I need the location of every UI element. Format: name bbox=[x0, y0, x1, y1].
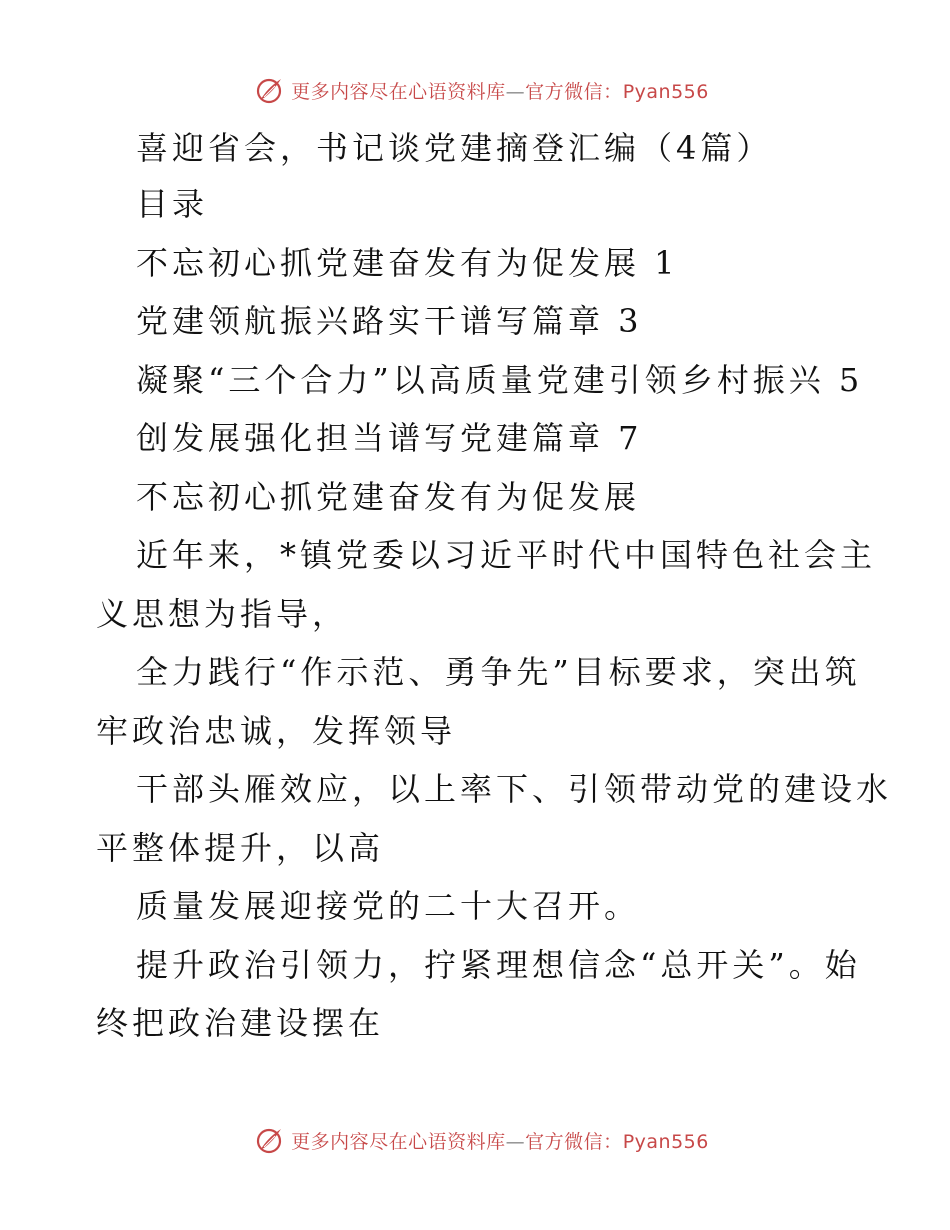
paragraph-line: 全力践行“作示范、勇争先”目标要求，突出筑 bbox=[136, 653, 861, 691]
toc-heading: 目录 bbox=[136, 185, 209, 223]
watermark-group bbox=[255, 1125, 709, 1155]
footer-watermark bbox=[0, 1120, 950, 1160]
paragraph-line: 提升政治引领力，拧紧理想信念“总开关”。始 bbox=[136, 946, 861, 984]
document-title: 喜迎省会，书记谈党建摘登汇编（4篇） bbox=[136, 129, 773, 167]
watermark-text: 更多内容尽在心语资料库—官方微信：Pyan556 bbox=[291, 80, 709, 103]
watermark-text: 更多内容尽在心语资料库—官方微信：Pyan556 bbox=[291, 1130, 709, 1153]
toc-entry: 凝聚“三个合力”以高质量党建引领乡村振兴 5 bbox=[136, 361, 864, 399]
quill-logo-icon bbox=[255, 1125, 285, 1155]
toc-entry: 创发展强化担当谱写党建篇章 7 bbox=[136, 419, 643, 457]
paragraph-line: 牢政治忠诚，发挥领导 bbox=[96, 712, 457, 750]
paragraph-line: 近年来，*镇党委以习近平时代中国特色社会主 bbox=[136, 536, 877, 574]
paragraph-line: 干部头雁效应，以上率下、引领带动党的建设水 bbox=[136, 770, 893, 808]
section-heading: 不忘初心抓党建奋发有为促发展 bbox=[136, 478, 641, 516]
paragraph-line: 质量发展迎接党的二十大召开。 bbox=[136, 887, 641, 925]
paragraph-line: 终把政治建设摆在 bbox=[96, 1004, 385, 1042]
paragraph-line: 义思想为指导， bbox=[96, 595, 349, 633]
quill-logo-icon bbox=[255, 75, 285, 105]
toc-entry: 党建领航振兴路实干谱写篇章 3 bbox=[136, 302, 643, 340]
header-watermark bbox=[0, 70, 950, 110]
toc-entry: 不忘初心抓党建奋发有为促发展 1 bbox=[136, 244, 679, 282]
watermark-group bbox=[255, 75, 709, 105]
paragraph-line: 平整体提升，以高 bbox=[96, 829, 385, 867]
